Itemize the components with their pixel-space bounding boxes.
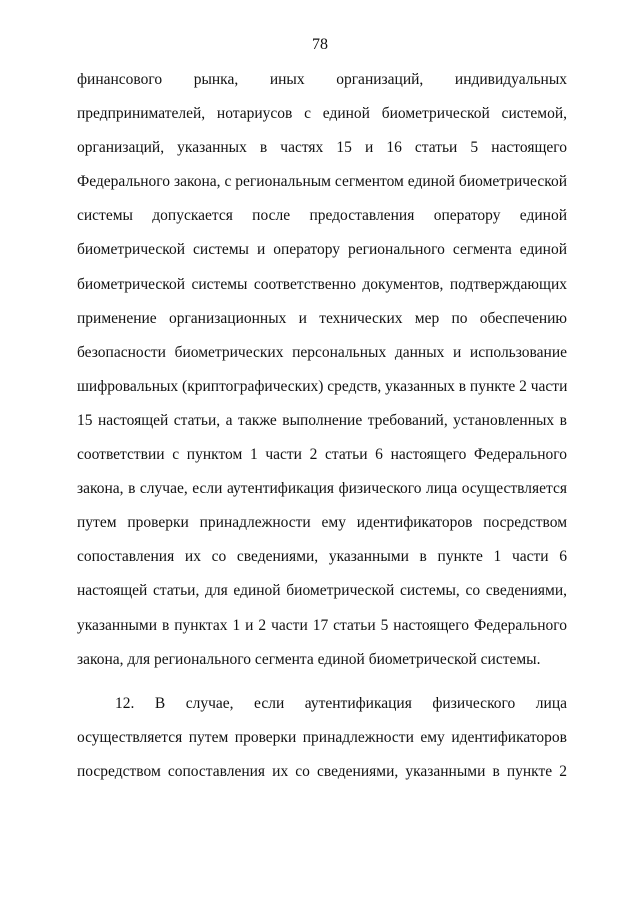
text-line: Федерального закона, с региональным сегментом единой биометрической xyxy=(77,173,567,191)
text-line: предпринимателей, нотариусов с единой биометрической системой, xyxy=(77,105,567,123)
text-line: сопоставления их со сведениями, указанными в пункте 1 части 6 xyxy=(77,548,567,566)
text-line: 12. В случае, если аутентификация физического лица xyxy=(115,694,567,712)
text-line: закона, для регионального сегмента единой биометрической системы. xyxy=(77,650,541,668)
text-line: настоящей статьи, для единой биометрической системы, со сведениями, xyxy=(77,582,567,600)
text-line: применение организационных и технических мер по обеспечению xyxy=(77,309,567,327)
paragraph-12 xyxy=(77,694,567,796)
text-line: биометрической системы соответственно документов, подтверждающих xyxy=(77,275,567,293)
paragraph-gap xyxy=(77,684,567,694)
text-line: биометрической системы и оператору регионального сегмента единой xyxy=(77,241,567,259)
text-line: указанными в пунктах 1 и 2 части 17 статьи 5 настоящего Федерального xyxy=(77,616,567,634)
text-line: системы допускается после предоставления оператору единой xyxy=(77,207,567,225)
text-line: финансового рынка, иных организаций, индивидуальных xyxy=(77,71,567,88)
text-line: безопасности биометрических персональных данных и использование xyxy=(77,343,567,361)
text-line: организаций, указанных в частях 15 и 16 статьи 5 настоящего xyxy=(77,139,567,157)
text-line: 15 настоящей статьи, а также выполнение требований, установленных в xyxy=(77,411,567,429)
document-body xyxy=(77,70,567,796)
text-line: осуществляется путем проверки принадлежности ему идентификаторов xyxy=(77,728,567,746)
text-line: посредством сопоставления их со сведениями, указанными в пункте 2 xyxy=(77,762,567,780)
text-line: закона, в случае, если аутентификация физического лица осуществляется xyxy=(77,480,567,498)
paragraph-continued xyxy=(77,70,567,684)
text-line: шифровальных (криптографических) средств, указанных в пункте 2 части xyxy=(77,377,568,395)
text-line: путем проверки принадлежности ему идентификаторов посредством xyxy=(77,514,567,532)
text-line: соответствии с пунктом 1 части 2 статьи 6 настоящего Федерального xyxy=(77,446,567,464)
page-number: 78 xyxy=(312,36,328,53)
